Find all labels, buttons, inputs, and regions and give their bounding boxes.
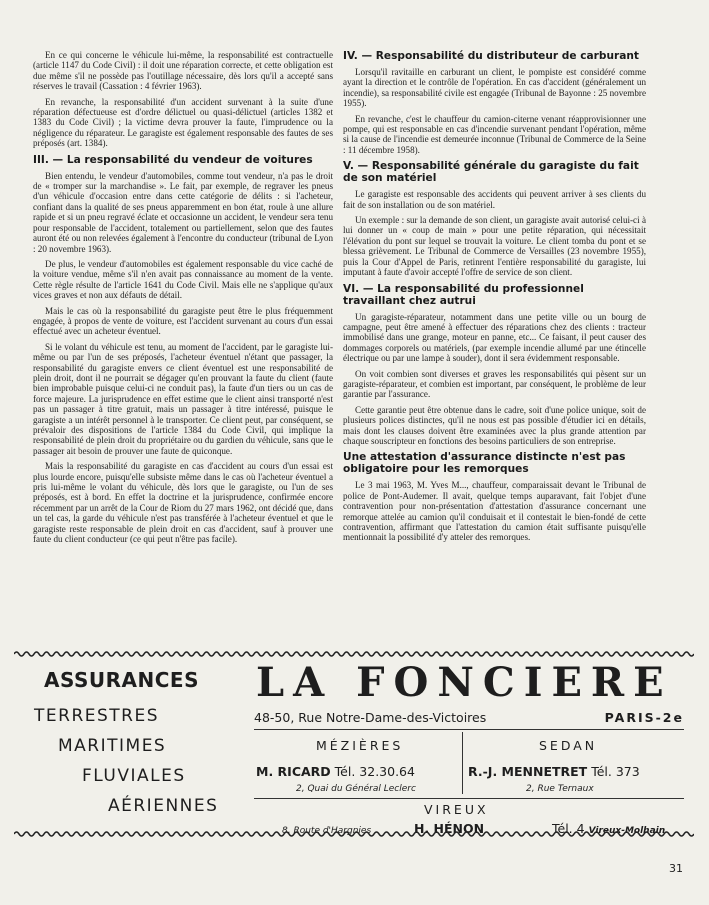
divider bbox=[254, 729, 684, 730]
divider-2 bbox=[254, 798, 684, 799]
right-paragraph: Un garagiste-réparateur, notamment dans une petite ville ou un bourg de campagne, peut être amené à effectuer des réparations chez des clients : tracteur immobilisé dans une grange, moteur en panne, etc... Ce faisant, il peut causer des dommages corporels ou matériels, (par exemple incendie allumé par une étincelle électrique ou par une lampe à souder), dont il sera évidemment responsable. bbox=[343, 311, 646, 364]
right-heading: VI. — La responsabilité du professionnel travaillant chez autrui bbox=[343, 282, 584, 307]
company-name: LA FONCIERE bbox=[256, 659, 673, 706]
branch-aeriennes: AÉRIENNES bbox=[108, 796, 219, 816]
left-paragraph: En revanche, la responsabilité d'un accident survenant à la suite d'une réparation défectueuse est d'ordre délictuel ou quasi-délictuel (articles 1382 et 1383 du Code Civil) ; la victime devra prouver la faute, l'imprudence ou la négligence du réparateur. Le garagiste est également responsable des fautes de ses préposés (art. 1384). bbox=[33, 96, 333, 149]
branch-fluviales: FLUVIALES bbox=[82, 766, 186, 786]
right-paragraph: Lorsqu'il ravitaille en carburant un client, le pompiste est considéré comme ayant la direction et le contrôle de l'opération. En cas d'accident (généralement un incendie), sa responsabilité civile est engagée (Tribunal de Bayonne : 25 novembre 1955). bbox=[343, 67, 646, 109]
wavy-border-top bbox=[14, 650, 694, 658]
left-heading: III. — La responsabilité du vendeur de voitures bbox=[33, 153, 313, 166]
left-paragraph: Mais la responsabilité du garagiste en cas d'accident au cours d'un essai est plus lourde encore, puisqu'elle subsiste même dans le cas où l'acheteur éventuel a pris lui-même le volant du véhicule, dès lors que le garagiste, ou l'un de ses préposés, est à bord. En effet la doctrine et la jurisprudence, confirmée encore récemment par un arrêt de la Cour de Riom du 27 mars 1962, ont décidé que, dans un tel cas, la garde du véhicule n'est pas transférée à l'acheteur éventuel et que le garagiste reste responsable de plein droit en cas d'accident, sauf à prouver une faute du client conducteur (ce qui peut n'être pas facile). bbox=[33, 461, 334, 545]
agent-ricard: M. RICARD Tél. 32.30.64 bbox=[256, 764, 415, 779]
right-heading: V. — Responsabilité générale du garagiste du fait de son matériel bbox=[343, 160, 639, 185]
branch-terrestres: TERRESTRES bbox=[34, 706, 160, 726]
right-paragraph: En revanche, c'est le chauffeur du camion-citerne venant réapprovisionner une pompe, qui est responsable en cas d'incendie survenant pendant l'opération, même si la cause de l'incendie est demeurée inconnue (Tribunal de Commerce de la Seine : 11 décembre 1958). bbox=[343, 113, 646, 155]
tel-vireux: Tél. 4 Vireux-Molhain bbox=[552, 821, 666, 836]
ad-company bbox=[254, 659, 694, 836]
right-column bbox=[343, 50, 646, 548]
town-vireux: VIREUX bbox=[424, 802, 489, 817]
agent-mennetret: R.-J. MENNETRET Tél. 373 bbox=[468, 764, 640, 779]
street-vireux: 8, Route d'Hargnies bbox=[282, 826, 372, 836]
street-mezieres: 2, Quai du Général Leclerc bbox=[296, 784, 416, 794]
right-paragraph: Cette garantie peut être obtenue dans le cadre, soit d'une police unique, soit de plusieurs polices distinctes, qu'il ne nous est pas possible d'étudier ici en détails, mais dont les clauses doivent être examinées avec la plus grande attention par chaque souscripteur en fonctions des besoins particuliers de son entreprise. bbox=[343, 404, 646, 446]
agency-divider bbox=[462, 732, 463, 794]
ad-assurances: ASSURANCES bbox=[44, 668, 199, 692]
address-street: 48-50, Rue Notre-Dame-des-Victoires bbox=[254, 710, 487, 725]
ad-branches bbox=[14, 668, 249, 826]
right-heading: IV. — Responsabilité du distributeur de carburant bbox=[343, 50, 639, 62]
street-sedan: 2, Rue Ternaux bbox=[526, 784, 594, 794]
page-number: 31 bbox=[669, 862, 683, 875]
right-paragraph: Le garagiste est responsable des accidents qui peuvent arriver à ses clients du fait de son installation ou de son matériel. bbox=[343, 189, 646, 210]
left-paragraph: De plus, le vendeur d'automobiles est également responsable du vice caché de la voiture vendue, même s'il n'en avait pas connaissance au moment de la vente. Cette règle résulte de l'article 1641 du Code Civil. Mais elle ne s'applique qu'aux vices graves et non aux défauts de détail. bbox=[33, 258, 333, 301]
address-city: PARIS-2e bbox=[604, 710, 684, 725]
right-heading: Une attestation d'assurance distincte n'est pas obligatoire pour les remorques bbox=[343, 451, 626, 476]
town-sedan: SEDAN bbox=[539, 738, 598, 753]
advertisement bbox=[14, 650, 694, 840]
town-mezieres: MÉZIÈRES bbox=[316, 738, 404, 753]
right-paragraph: Le 3 mai 1963, M. Yves M..., chauffeur, comparaissait devant le Tribunal de police de Pont-Audemer. Il avait, quelque temps auparavant, fait l'objet d'une contravention pour non-présentation d'attestation d'assurance concernant une remorque attelée au camion qu'il conduisait et il contestait le bien-fondé de cette contravention, affirmant que l'attestation du camion était suffisante puisqu'elle mentionnait la possibilité d'y atteler des remorques. bbox=[343, 480, 646, 543]
left-column bbox=[33, 50, 333, 549]
left-paragraph: En ce qui concerne le véhicule lui-même, la responsabilité est contractuelle (article 1147 du Code Civil) : il doit une réparation correcte, et cette obligation est due même s'il ne possède pas l'outillage nécessaire, dès lors qu'il a accepté sans réserves le travail (Cassation : 4 février 1963). bbox=[33, 50, 333, 92]
left-paragraph: Si le volant du véhicule est tenu, au moment de l'accident, par le garagiste lui-même ou par l'un de ses préposés, l'acheteur éventuel n'étant que passager, la responsabilité du garagiste envers ce client éventuel est une responsabilité de plein droit, dont il ne pourrait se dégager qu'en prouvant la faute du client (faute bien improbable puisque celui-ci ne conduit pas), la faute d'un tiers ou un cas de force majeure. La jurisprudence en effet estime que le client ainsi transporté n'est pas un passager à titre gratuit, mais un passager à titre intéressé, puisque le garagiste a un intérêt personnel à le transporter. Ce client peut, par conséquent, se prévaloir des dispositions de l'article 1384 du Code Civil, qui implique la responsabilité de plein droit du propriétaire ou du gardien du véhicule, sans que le passager ait besoin de prouver une faute de quiconque. bbox=[33, 341, 333, 456]
branch-maritimes: MARITIMES bbox=[58, 736, 167, 756]
right-paragraph: On voit combien sont diverses et graves les responsabilités qui pèsent sur un garagiste-réparateur, et combien est important, par conséquent, le problème de leur garantie par l'assurance. bbox=[343, 368, 646, 400]
left-paragraph: Bien entendu, le vendeur d'automobiles, comme tout vendeur, n'a pas le droit de « tromper sur la marchandise ». Le fait, par exemple, de regraver les pneus d'un véhicule d'occasion entre dans cette catégorie de délits : si l'acheteur, confiant dans la qualité de ses pneus apparemment en bon état, roule à une allure rapide et si un pneu regravé éclate et occasionne un accident, le vendeur sera tenu pour responsable de l'accident, totalement ou partiellement, selon que des fautes auront été ou non relevées également à l'encontre du conducteur (tribunal de Lyon : 20 novembre 1963). bbox=[33, 170, 333, 254]
right-paragraph: Un exemple : sur la demande de son client, un garagiste avait autorisé celui-ci à lui donner un « coup de main » pour une petite réparation, qui nécessitait l'élévation du pont sur lequel se trouvait la voiture. Le client tomba du pont et se blessa grièvement. Le Tribunal de Commerce de Versailles (23 novembre 1955), puis la Cour d'Appel de Paris, retinrent l'entière responsabilité du garagiste, lui imputant à faute d'avoir accepté l'offre de service de son client. bbox=[343, 215, 646, 278]
company-address bbox=[254, 710, 684, 725]
wavy-border-bottom bbox=[14, 830, 694, 838]
left-paragraph: Mais le cas où la responsabilité du garagiste peut être le plus fréquemment engagée, à propos de vente de voiture, est l'accident survenant au cours d'un essai effectué avec un acheteur éventuel. bbox=[33, 305, 333, 337]
agent-henon: H. HÉNON bbox=[414, 821, 485, 836]
